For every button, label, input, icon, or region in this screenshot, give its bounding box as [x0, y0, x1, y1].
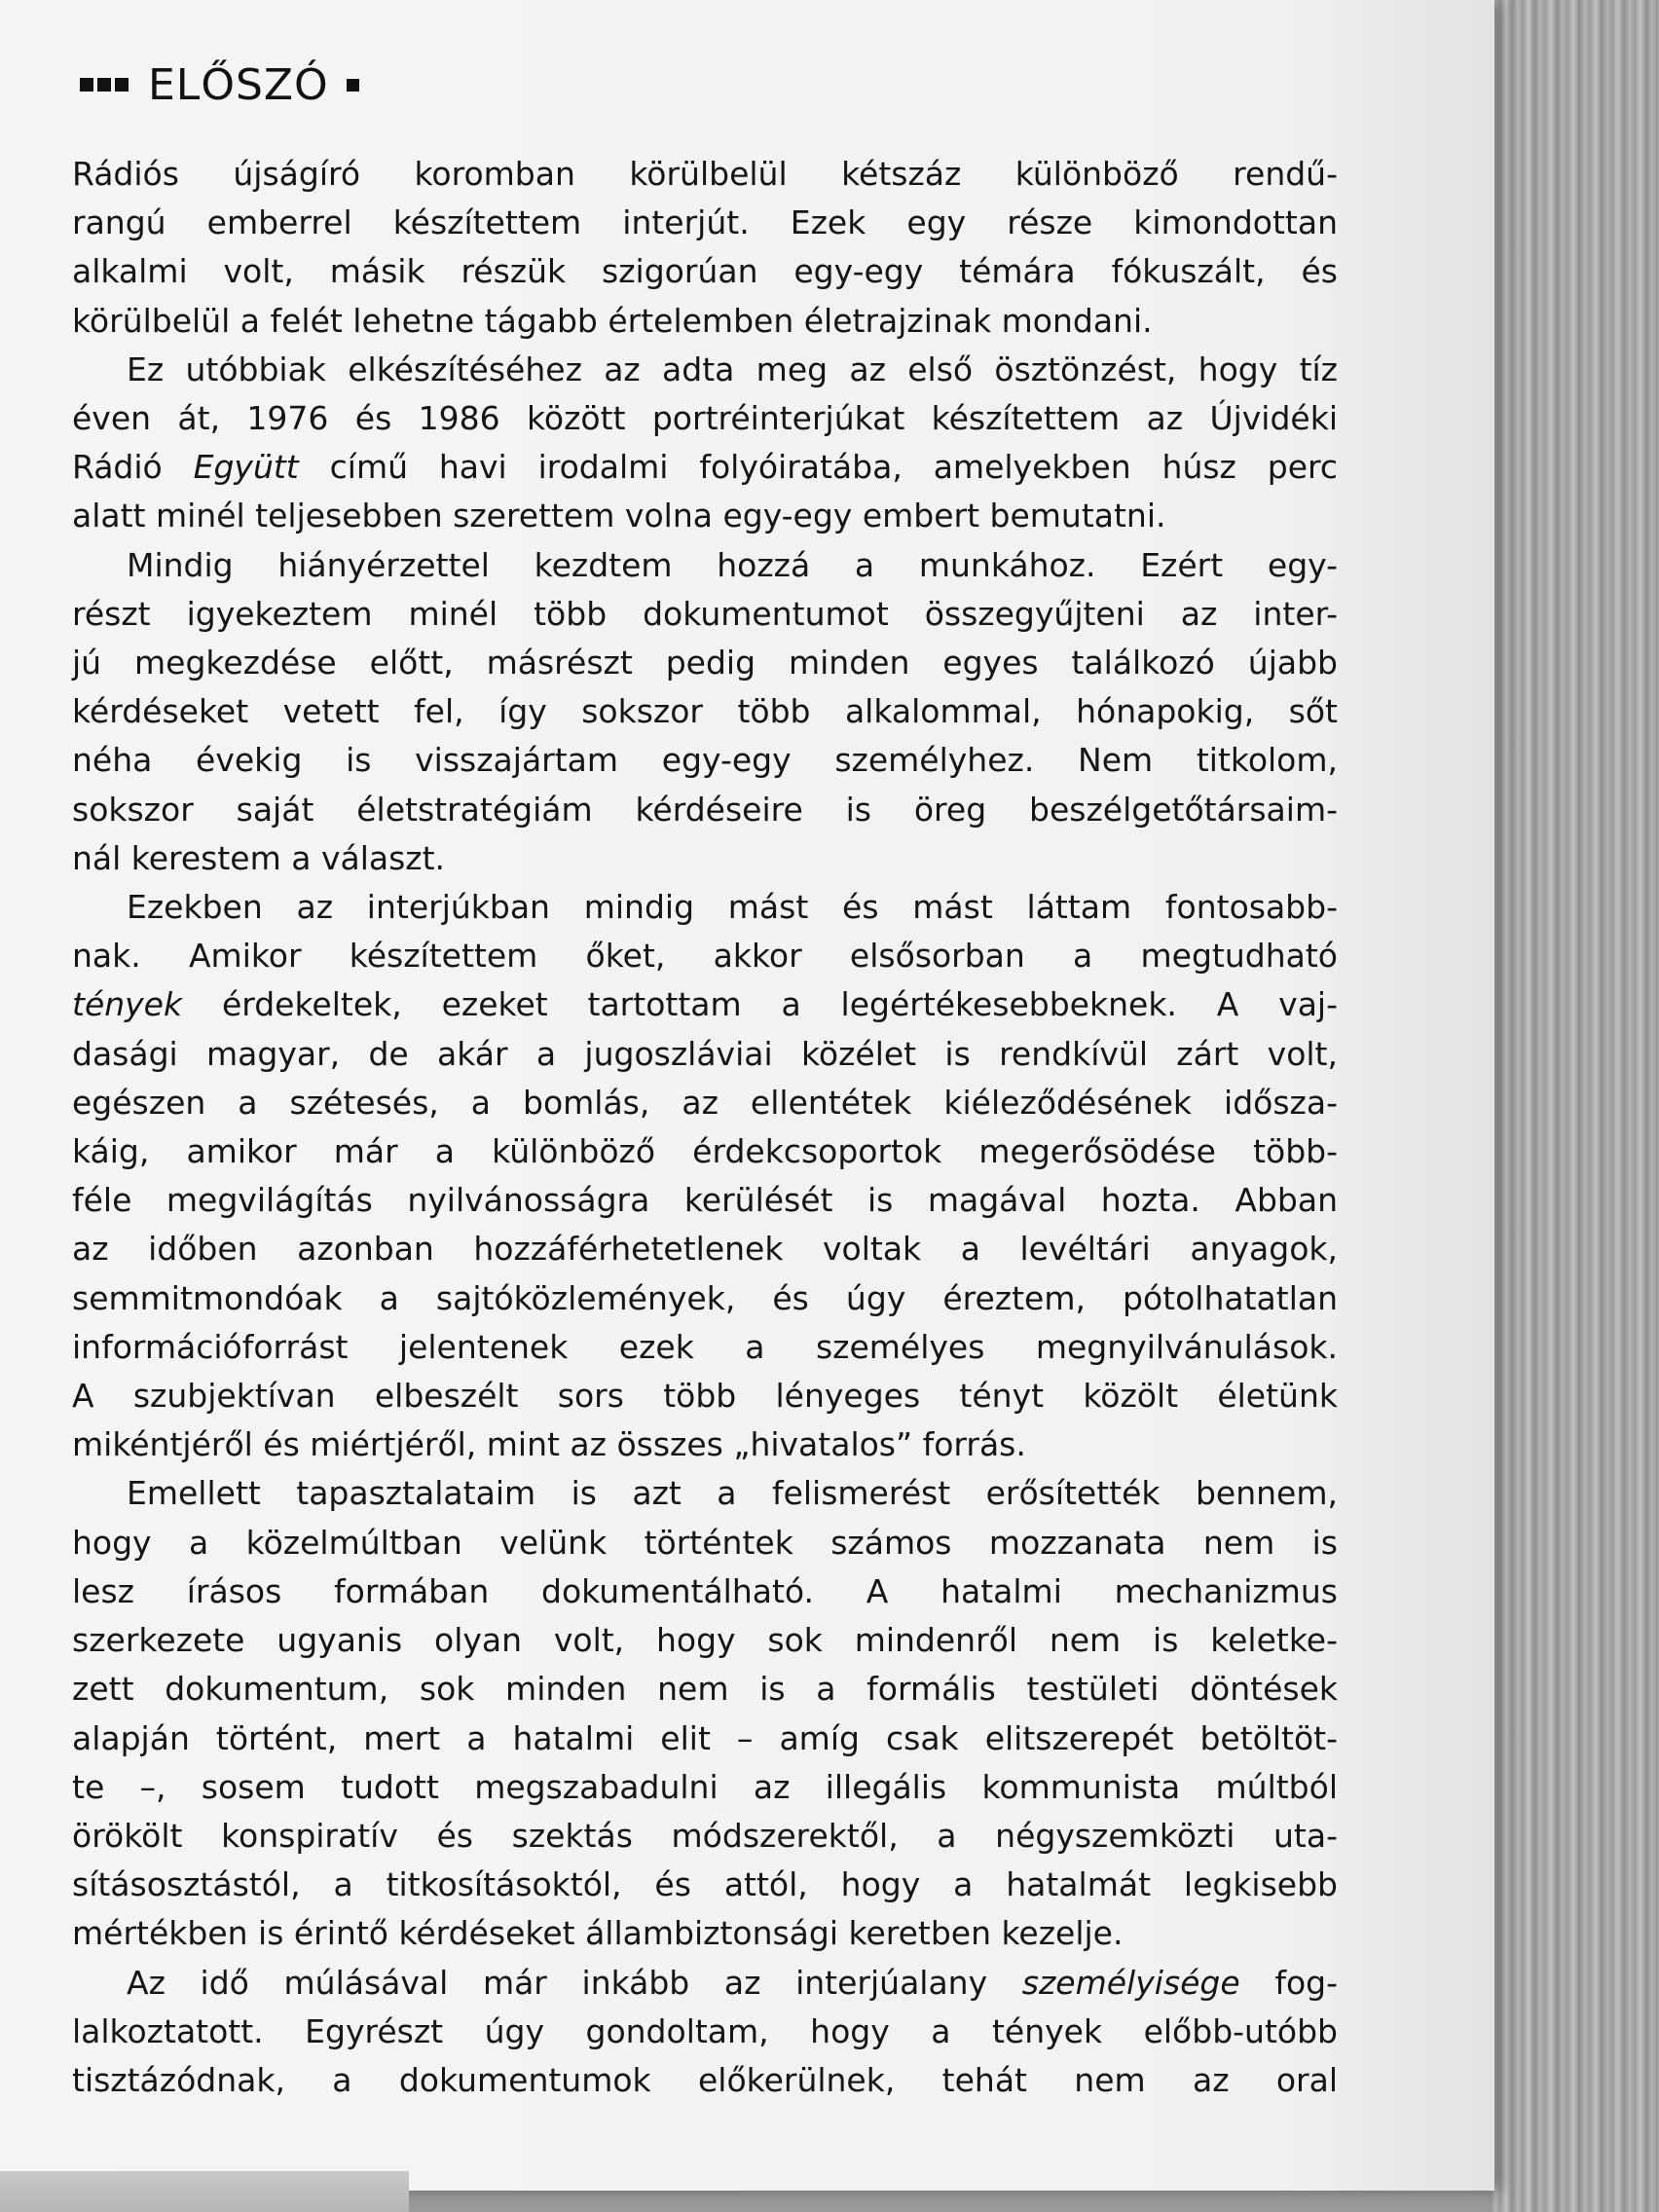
text-segment: fog-: [1239, 1963, 1338, 2002]
text-line: káig, amikor már a különböző érdekcsoportok megerősödése több-: [72, 1132, 1338, 1171]
text-line: rangú emberrel készítettem interjút. Ezek egy része kimondottan: [72, 203, 1338, 242]
heading-ornament-right: [347, 79, 359, 92]
text-line: Mindig hiányérzettel kezdtem hozzá a munkához. Ezért egy-: [127, 545, 1338, 584]
square-ornament: [97, 78, 111, 92]
text-line: nál kerestem a választ.: [72, 838, 446, 877]
text-line: alatt minél teljesebben szerettem volna egy-egy embert bemutatni.: [72, 497, 1166, 535]
text-line: Emellett tapasztalataim is azt a felismerést erősítették bennem,: [127, 1474, 1338, 1513]
text-line: az időben azonban hozzáférhetetlenek voltak a levéltári anyagok,: [72, 1230, 1338, 1269]
text-line: lalkoztatott. Egyrészt úgy gondoltam, hogy a tények előbb-utóbb: [72, 2011, 1338, 2050]
text-line: egészen a szétesés, a bomlás, az ellentétek kiéleződésének idősza-: [72, 1083, 1338, 1122]
text-line: éven át, 1976 és 1986 között portréinterjúkat készítettem az Újvidéki: [72, 399, 1338, 438]
paragraph-5: [72, 1469, 1338, 1958]
paragraph-2: [72, 346, 1338, 541]
background-surface: [1490, 0, 1659, 2212]
text-line: Ezekben az interjúkban mindig mást és mást láttam fontosabb-: [127, 888, 1338, 927]
text-line: [72, 980, 1338, 1029]
page-title: ELŐSZÓ: [148, 59, 329, 110]
text-line: alkalmi volt, másik részük szigorúan egy-egy témára fókuszált, és: [72, 252, 1338, 291]
text-line: jú megkezdése előtt, másrészt pedig minden egyes találkozó újabb: [72, 644, 1338, 682]
italic-emphasis: tények: [72, 985, 183, 1024]
text-segment: című havi irodalmi folyóiratába, amelyekben húsz perc: [298, 448, 1338, 487]
text-line: lesz írásos formában dokumentálható. A hatalmi mechanizmus: [72, 1571, 1338, 1610]
text-segment: Rádió: [72, 448, 194, 487]
paragraph-1: [72, 150, 1338, 346]
text-line: semmitmondóak a sajtóközlemények, és úgy éreztem, pótolhatatlan: [72, 1278, 1338, 1317]
text-line: sokszor saját életstratégiám kérdéseire is öreg beszélgetőtársaim-: [72, 790, 1338, 829]
text-line: alapján történt, mert a hatalmi elit – amíg csak elitszerepét betöltöt-: [72, 1718, 1338, 1757]
text-line: mértékben is érintő kérdéseket állambiztonsági keretben kezelje.: [72, 1914, 1124, 1953]
text-line: [72, 443, 1338, 492]
text-line: kérdéseket vetett fel, így sokszor több alkalommal, hónapokig, sőt: [72, 692, 1338, 731]
chapter-heading: [80, 60, 359, 109]
text-line: örökölt konspiratív és szektás módszerektől, a négyszemközti uta-: [72, 1816, 1338, 1855]
text-line: tisztázódnak, a dokumentumok előkerülnek, tehát nem az oral: [72, 2060, 1338, 2099]
heading-ornament-left: [80, 78, 129, 92]
paragraph-3: [72, 541, 1338, 883]
text-line: dasági magyar, de akár a jugoszláviai közélet is rendkívül zárt volt,: [72, 1034, 1338, 1073]
text-segment: érdekeltek, ezeket tartottam a legértékesebbeknek. A vaj-: [182, 985, 1338, 1024]
text-line: sításosztástól, a titkosításoktól, és attól, hogy a hatalmát legkisebb: [72, 1865, 1338, 1904]
bottom-edge-strip: [0, 2171, 409, 2212]
text-line: A szubjektívan elbeszélt sors több lényeges tényt közölt életünk: [72, 1377, 1338, 1416]
text-segment: Az idő múlásával már inkább az interjúalany: [127, 1963, 1022, 2002]
text-line: körülbelül a felét lehetne tágabb értelemben életrajzinak mondani.: [72, 301, 1153, 340]
text-line: Rádiós újságíró koromban körülbelül kétszáz különböző rendű-: [72, 155, 1338, 193]
text-line: Ez utóbbiak elkészítéséhez az adta meg az első ösztönzést, hogy tíz: [127, 350, 1338, 388]
italic-emphasis: személyisége: [1021, 1963, 1240, 2002]
text-line: nak. Amikor készítettem őket, akkor elsősorban a megtudható: [72, 937, 1338, 976]
text-line: szerkezete ugyanis olyan volt, hogy sok mindenről nem is keletke-: [72, 1621, 1338, 1660]
text-line: információforrást jelentenek ezek a személyes megnyilvánulások.: [72, 1327, 1338, 1366]
text-line: féle megvilágítás nyilvánosságra kerülését is magával hozta. Abban: [72, 1181, 1338, 1220]
text-line: hogy a közelmúltban velünk történtek számos mozzanata nem is: [72, 1523, 1338, 1562]
paragraph-6: [72, 1959, 1338, 2106]
text-line: néha évekig is visszajártam egy-egy személyhez. Nem titkolom,: [72, 741, 1338, 780]
square-ornament: [80, 78, 93, 92]
text-line: részt igyekeztem minél több dokumentumot összegyűjteni az inter-: [72, 594, 1338, 633]
paragraph-4: [72, 883, 1338, 1469]
text-line: zett dokumentum, sok minden nem is a formális testületi döntések: [72, 1670, 1338, 1709]
text-line: mikéntjéről és miértjéről, mint az összes „hivatalos” forrás.: [72, 1425, 1026, 1464]
italic-title: Együtt: [193, 448, 299, 487]
body-text: [72, 150, 1338, 2105]
square-ornament: [115, 78, 129, 92]
text-line: te –, sosem tudott megszabadulni az illegális kommunista múltból: [72, 1767, 1338, 1806]
text-line: [72, 1959, 1338, 2008]
